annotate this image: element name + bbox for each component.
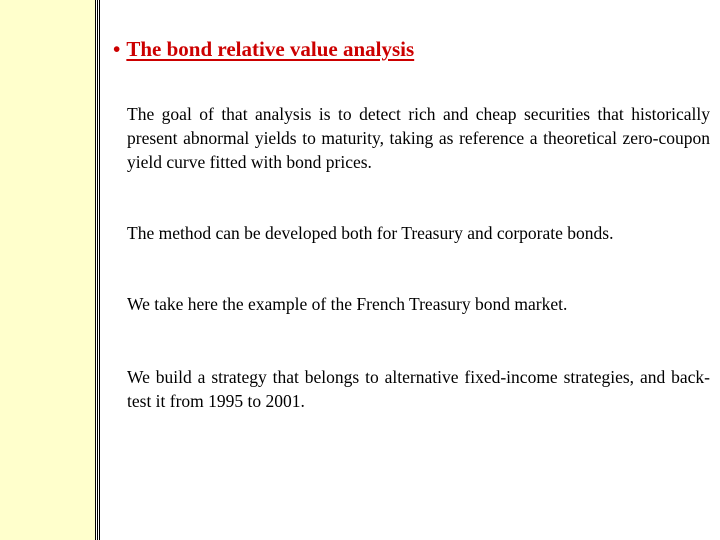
bullet-icon: • <box>113 37 121 61</box>
divider-line <box>97 0 98 540</box>
paragraph-goal: The goal of that analysis is to detect rich and cheap securities that historically present abnormal yields to maturity, taking as reference a theoretical zero-coupon yield curve fitted with bond prices. <box>127 104 710 172</box>
paragraph-strategy: We build a strategy that belongs to alternative fixed-income strategies, and back-test it from 1995 to 2001. <box>127 367 710 411</box>
paragraph-example: We take here the example of the French Treasury bond market. <box>127 294 568 314</box>
slide-title <box>113 37 414 62</box>
side-color-band <box>0 0 95 540</box>
divider-line <box>95 0 96 540</box>
paragraph-method: The method can be developed both for Treasury and corporate bonds. <box>127 223 614 243</box>
divider-line <box>99 0 100 540</box>
slide-title-text: The bond relative value analysis <box>126 37 415 61</box>
